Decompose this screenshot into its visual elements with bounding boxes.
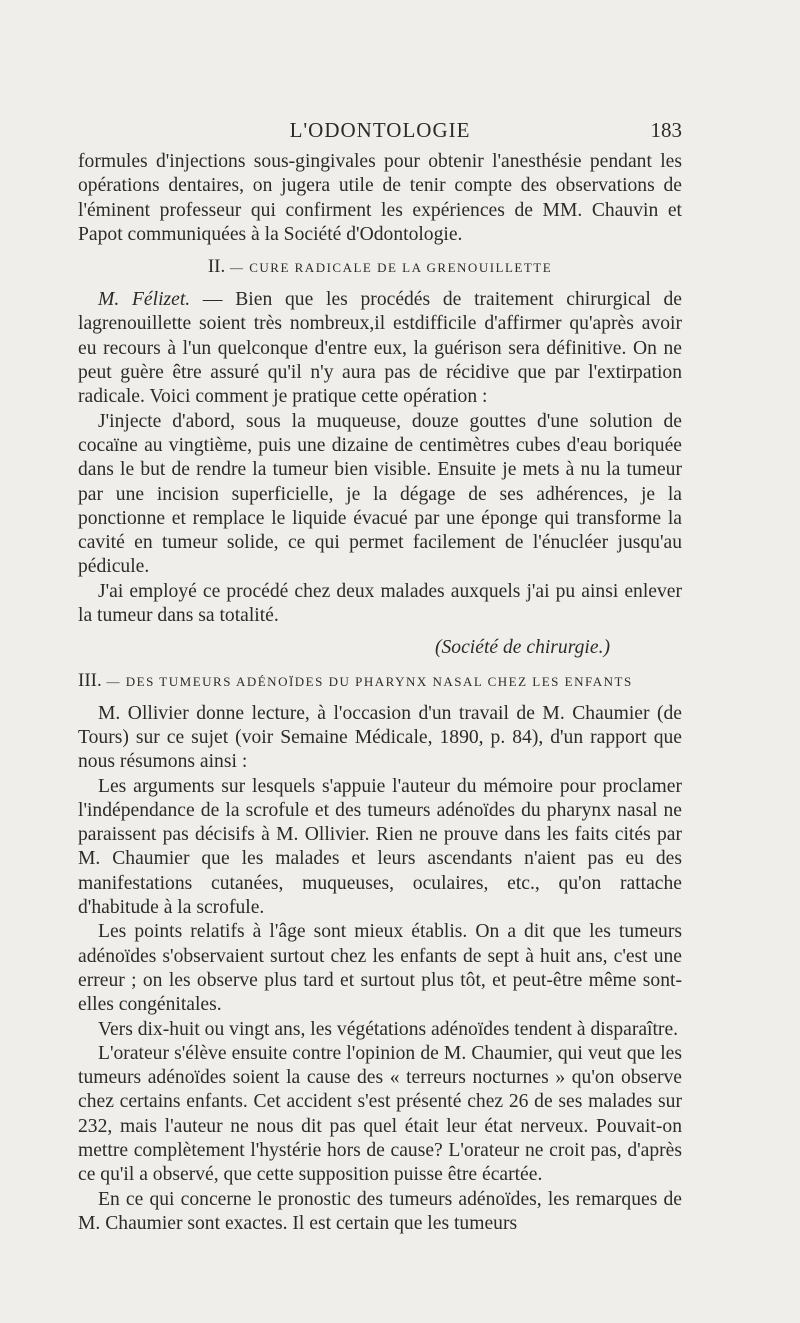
paragraph-pronostic: En ce qui concerne le pronostic des tumeurs adénoïdes, les remarques de M. Chaumier sont exactes. Il est certain que les tumeurs xyxy=(78,1188,682,1234)
page-header xyxy=(78,118,682,146)
paragraph-text: — Bien que les procédés de traitement chirurgical de lagrenouillette soient très nombreux,il estdifficile d'affirmer qu'après avoir eu recours à l'un quelconque d'entre eux, la guérison sera définitive. On ne peut guère être assuré qu'il n'y aura pas de récidive que par l'extirpation radicale. Voici comment je pratique cette opération : xyxy=(78,289,682,408)
speaker-name: M. Félizet. xyxy=(98,289,191,311)
section-title-text: DES TUMEURS ADÉNOÏDES DU PHARYNX NASAL CHEZ LES ENFANTS xyxy=(125,673,633,689)
paragraph-terreurs: L'orateur s'élève ensuite contre l'opinion de M. Chaumier, qui veut que les tumeurs adénoïdes soient la cause des « terreurs nocturnes » qu'on observe chez certains enfants. Cet accident s'est présenté chez 26 de ses malades sur 232, mais l'auteur ne nous dit pas quel était leur état nerveux. Pouvait-on mettre complètement l'hystérie hors de cause? L'orateur ne croit pas, d'après ce qu'il a observé, que cette supposition puisse être écartée. xyxy=(78,1042,682,1186)
page-body xyxy=(78,150,682,1236)
section-heading-adenoides xyxy=(78,667,682,696)
section-number: II. xyxy=(207,256,226,278)
paragraph-disappear: Vers dix-huit ou vingt ans, les végétations adénoïdes tendent à disparaître. xyxy=(98,1018,679,1040)
paragraph-felizet xyxy=(78,288,682,409)
page-number: 183 xyxy=(650,118,682,142)
paragraph-arguments: Les arguments sur lesquels s'appuie l'auteur du mémoire pour proclamer l'indépendance de la scrofule et des tumeurs adénoïdes du pharynx nasal ne paraissent pas décisifs à M. Ollivier. Rien ne prouve dans les faits cités par M. Chaumier que les malades et leurs ascendants n'aient pas eu des manifestations cutanées, muqueuses, oculaires, etc., qu'on rattache d'habitude à la scrofule. xyxy=(78,775,682,919)
section-dash: — xyxy=(101,673,126,689)
paragraph-procedure: J'injecte d'abord, sous la muqueuse, douze gouttes d'une solution de cocaïne au vingtième, puis une dizaine de centimètres cubes d'eau boriquée dans le but de rendre la tumeur bien visible. Ensuite je mets à nu la tumeur par une incision superficielle, je la dégage de ses adhérences, je la ponctionne et remplace le liquide évacué par une éponge qui transforme la cavité en tumeur solide, ce qui permet facilement de l'énucléer jusqu'au pédicule. xyxy=(78,410,682,578)
paragraph-age: Les points relatifs à l'âge sont mieux établis. On a dit que les tumeurs adénoïdes s'observaient surtout chez les enfants de sept à huit ans, c'est une erreur ; on les observe plus tard et surtout plus tôt, et peut-être même sont-elles congénitales. xyxy=(78,921,682,1016)
section-title-text: CURE RADICALE DE LA GRENOUILLETTE xyxy=(249,260,553,276)
section-number: III. xyxy=(78,669,102,691)
running-title: L'ODONTOLOGIE xyxy=(289,118,471,142)
section-dash: — xyxy=(225,260,250,276)
paragraph-ollivier: M. Ollivier donne lecture, à l'occasion d'un travail de M. Chaumier (de Tours) sur ce sujet (voir Semaine Médicale, 1890, p. 84), d'un rapport que nous résumons ainsi : xyxy=(78,702,682,773)
paragraph-result: J'ai employé ce procédé chez deux malades auxquels j'ai pu ainsi enlever la tumeur dans sa totalité. xyxy=(78,580,682,627)
source-citation: (Société de chirurgie.) xyxy=(434,637,610,659)
section-heading-grenouillette xyxy=(78,253,682,282)
paragraph-intro: formules d'injections sous-gingivales pour obtenir l'anesthésie pendant les opérations dentaires, on jugera utile de tenir compte des observations de l'éminent professeur qui confirment les expériences de MM. Chauvin et Papot communiquées à la Société d'Odontologie. xyxy=(78,151,682,245)
